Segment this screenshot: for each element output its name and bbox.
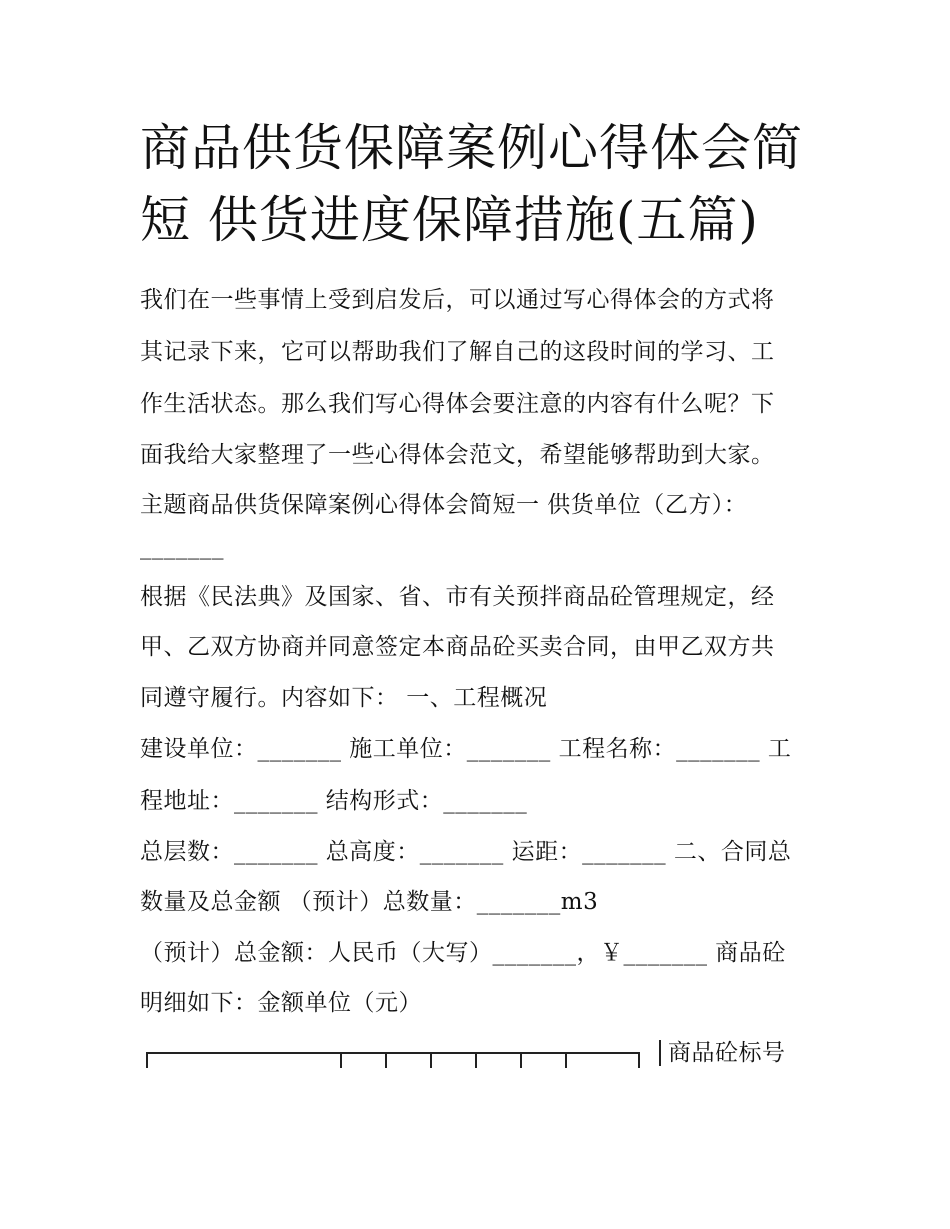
- table-column-tick: [430, 1054, 432, 1068]
- table-column-tick: [520, 1054, 522, 1068]
- table-top-border: [146, 1052, 640, 1068]
- table-column-tick: [638, 1054, 640, 1068]
- body-line: 建设单位：_______ 施工单位：_______ 工程名称：_______ 工: [140, 736, 792, 762]
- body-line: 明细如下：金额单位（元）: [140, 990, 422, 1016]
- body-line: 根据《民法典》及国家、省、市有关预拌商品砼管理规定，经: [140, 584, 775, 610]
- table-column-tick: [146, 1054, 148, 1068]
- title-line-1: 商品供货保障案例心得体会简: [140, 119, 803, 177]
- table-column-tick: [340, 1054, 342, 1068]
- body-line: 面我给大家整理了一些心得体会范文，希望能够帮助到大家。: [140, 442, 775, 468]
- body-line: （预计）总金额：人民币（大写）_______，￥_______ 商品砼: [140, 940, 786, 966]
- body-line: 我们在一些事情上受到启发后，可以通过写心得体会的方式将: [140, 287, 775, 313]
- table-column-tick: [565, 1054, 567, 1068]
- table-header-cell: 商品砼标号: [668, 1040, 786, 1066]
- table-column-tick: [475, 1054, 477, 1068]
- body-line: 同遵守履行。内容如下： 一、工程概况: [140, 685, 548, 711]
- body-line: 数量及总金额 （预计）总数量：_______m3: [140, 889, 599, 915]
- title-line-2: 短 供货进度保障措施(五篇): [140, 191, 759, 249]
- body-line: 程地址：_______ 结构形式：_______: [140, 788, 528, 814]
- body-line: 甲、乙双方协商并同意签定本商品砼买卖合同，由甲乙双方共: [140, 634, 775, 660]
- body-line: 其记录下来，它可以帮助我们了解自己的这段时间的学习、工: [140, 339, 775, 365]
- body-line: 主题商品供货保障案例心得体会简短一 供货单位（乙方）：: [140, 492, 748, 518]
- blank-field-line: _______: [140, 534, 224, 560]
- body-line: 作生活状态。那么我们写心得体会要注意的内容有什么呢？下: [140, 391, 775, 417]
- table-column-tick: [385, 1054, 387, 1068]
- body-line: 总层数：_______ 总高度：_______ 运距：_______ 二、合同总: [140, 839, 792, 865]
- table-cell-divider: [659, 1040, 661, 1066]
- document-title: [140, 112, 820, 256]
